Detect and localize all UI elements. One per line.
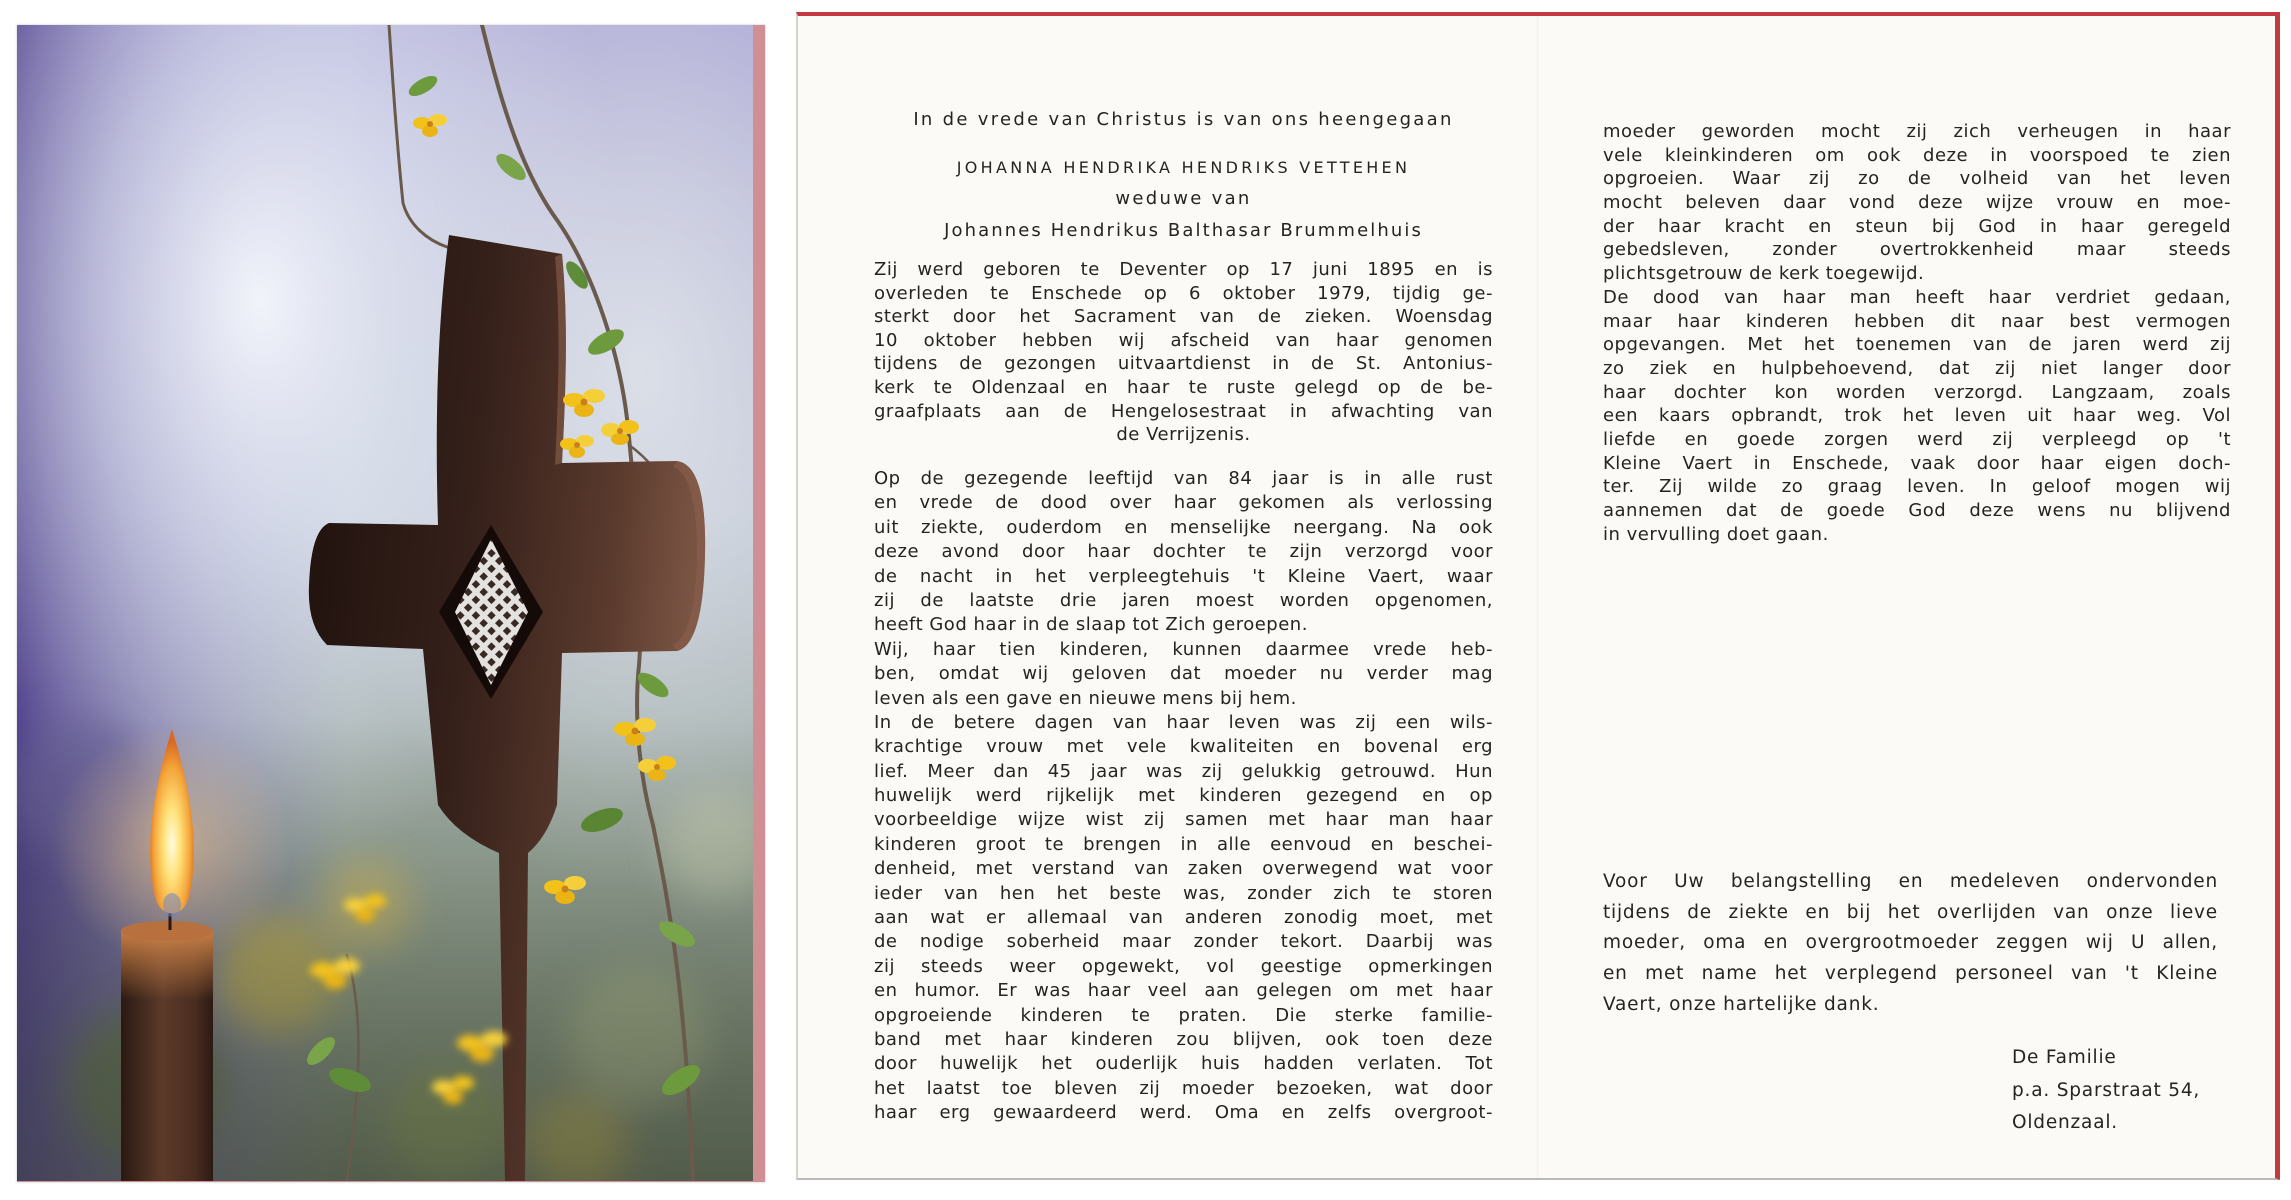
- text-line: aannemen dat de goede God deze wens nu blijvend: [1603, 500, 2231, 521]
- text-line: zij de laatste drie jaren moest worden opgenomen,: [874, 589, 1493, 611]
- text-line: en vrede de dood over haar gekomen als verlossing: [874, 492, 1493, 514]
- text-line: Kleine Vaert in Enschede, vaak door haar eigen doch-: [1603, 452, 2231, 474]
- text-line: kinderen groot te brengen in alle eenvoud en beschei-: [874, 833, 1493, 855]
- text-line: de nacht in het verpleegtehuis 't Kleine Vaert, waar: [874, 565, 1493, 587]
- text-line: opgroeien. Waar zij zo de volheid van het leven: [1603, 168, 2231, 190]
- text-line: leven als een gave en nieuwe mens bij hem.: [874, 687, 1297, 709]
- fold-line: [1536, 16, 1539, 1178]
- signature-address: p.a. Sparstraat 54,: [2012, 1079, 2201, 1101]
- text-line: Op de gezegende leeftijd van 84 jaar is in alle rust: [874, 468, 1493, 489]
- text-line: huwelijk werd rijkelijk met kinderen gezegend en op: [874, 785, 1493, 807]
- text-line: ter. Zij wilde zo graag leven. In geloof mogen wij: [1603, 476, 2231, 498]
- text-line: tijdens de gezongen uitvaartdienst in de St. Antonius-: [874, 353, 1493, 375]
- text-line: moeder geworden mocht zij zich verheugen in haar: [1603, 121, 2231, 142]
- text-line: ieder van hen het beste was, zonder zich te storen: [874, 882, 1493, 904]
- text-line: Voor Uw belangstelling en medeleven ondervonden: [1603, 871, 2218, 892]
- text-line: 10 oktober hebben wij afscheid van haar genomen: [874, 329, 1493, 351]
- text-line: een kaars opbrandt, trok het leven uit haar weg. Vol: [1603, 405, 2231, 427]
- text-line: kerk te Oldenzaal en haar te ruste gelegd op de be-: [874, 376, 1493, 398]
- text-line: het laatst toe bleven zij moeder bezoeken, wat door: [874, 1077, 1493, 1099]
- signature-city: Oldenzaal.: [2012, 1112, 2118, 1134]
- text-line: en humor. Er was haar veel aan gelegen om met haar: [874, 980, 1493, 1002]
- text-line: opgroeiende kinderen te praten. Die sterke familie-: [874, 1004, 1493, 1026]
- text-line: De dood van haar man heeft haar verdriet gedaan,: [1603, 286, 2231, 308]
- text-line: mocht beleven daar vond deze wijze vrouw en moe-: [1603, 192, 2231, 214]
- text-line: Wij, haar tien kinderen, kunnen daarmee vrede heb-: [874, 638, 1493, 660]
- text-line: Zij werd geboren te Deventer op 17 juni 1895 en is: [874, 259, 1493, 280]
- text-line: maar haar kinderen hebben dit naar best vermogen: [1603, 310, 2231, 332]
- front-card: [17, 25, 765, 1182]
- back-card: [796, 12, 2280, 1180]
- text-line: vele kleinkinderen om ook deze in voorspoed te zien: [1603, 144, 2231, 166]
- paragraph-memorial-left: [874, 467, 1493, 1126]
- header-relation: weduwe van: [1115, 188, 1252, 209]
- text-line: gebedsleven, zonder overtrokkenheid maar steeds: [1603, 239, 2231, 261]
- text-line: deze avond door haar dochter te zijn verzorgd voor: [874, 541, 1493, 563]
- text-line: der haar kracht en steun bij God in haar geregeld: [1603, 215, 2231, 237]
- text-line: heeft God haar in de slaap tot Zich geroepen.: [874, 614, 1308, 636]
- text-line: graafplaats aan de Hengelosestraat in afwachting van: [874, 400, 1493, 422]
- text-line: voorbeeldige wijze wist zij samen met haar man haar: [874, 809, 1493, 831]
- text-line: plichtsgetrouw de kerk toegewijd.: [1603, 263, 1925, 285]
- text-line: ben, omdat wij geloven dat moeder nu verder mag: [874, 663, 1493, 685]
- text-line: krachtige vrouw met vele kwaliteiten en bovenal erg: [874, 736, 1493, 758]
- text-line: aan wat er allemaal van anderen zonodig moet, met: [874, 907, 1493, 929]
- text-line: uit ziekte, ouderdom en menselijke neergang. Na ook: [874, 516, 1493, 538]
- deceased-name: JOHANNA HENDRIKA HENDRIKS VETTEHEN: [956, 158, 1411, 177]
- text-line: door huwelijk het ouderlijk huis hadden verlaten. Tot: [874, 1053, 1493, 1075]
- front-photo: [17, 25, 753, 1181]
- text-line: zij steeds weer opgewekt, vol geestige opmerkingen: [874, 955, 1493, 977]
- text-line: band met haar kinderen zou blijven, ook toen deze: [874, 1028, 1493, 1050]
- text-line: de Verrijzenis.: [1116, 424, 1251, 446]
- text-line: opgevangen. Met het toenemen van de jaren werd zij: [1603, 334, 2231, 356]
- text-line: In de betere dagen van haar leven was zij een wils-: [874, 711, 1493, 733]
- text-line: overleden te Enschede op 6 oktober 1979, tijdig ge-: [874, 282, 1493, 304]
- text-line: lief. Meer dan 45 jaar was zij gelukkig getrouwd. Hun: [874, 760, 1493, 782]
- text-line: Vaert, onze hartelijke dank.: [1603, 993, 1880, 1015]
- text-line: moeder, oma en overgrootmoeder zeggen wij U allen,: [1603, 932, 2218, 954]
- text-line: zo ziek en hulpbehoevend, dat zij niet langer door: [1603, 357, 2231, 379]
- thanks-paragraph: [1603, 867, 2218, 1020]
- text-line: denheid, met verstand van zaken overwegend wat voor: [874, 858, 1493, 880]
- signature: [2012, 1042, 2291, 1140]
- text-line: tijdens de ziekte en bij het overlijden van onze lieve: [1603, 901, 2218, 923]
- text-line: de nodige soberheid maar zonder tekort. Daarbij was: [874, 931, 1493, 953]
- paragraph-memorial-right: [1603, 120, 2231, 546]
- signature-line: De Familie: [2012, 1047, 2117, 1068]
- spouse-name: Johannes Hendrikus Balthasar Brummelhuis: [944, 220, 1423, 241]
- text-line: in vervulling doet gaan.: [1603, 523, 1829, 545]
- paragraph-life-dates: [874, 258, 1493, 447]
- text-line: liefde en goede zorgen werd zij verpleegd op 't: [1603, 428, 2231, 450]
- text-line: haar dochter kon worden verzorgd. Langzaam, zoals: [1603, 381, 2231, 403]
- text-line: haar erg gewaardeerd werd. Oma en zelfs overgroot-: [874, 1102, 1493, 1124]
- text-line: sterkt door het Sacrament van de zieken. Woensdag: [874, 306, 1493, 328]
- header-intro: In de vrede van Christus is van ons heengegaan: [913, 109, 1454, 130]
- text-line: en met name het verplegend personeel van 't Kleine: [1603, 963, 2218, 985]
